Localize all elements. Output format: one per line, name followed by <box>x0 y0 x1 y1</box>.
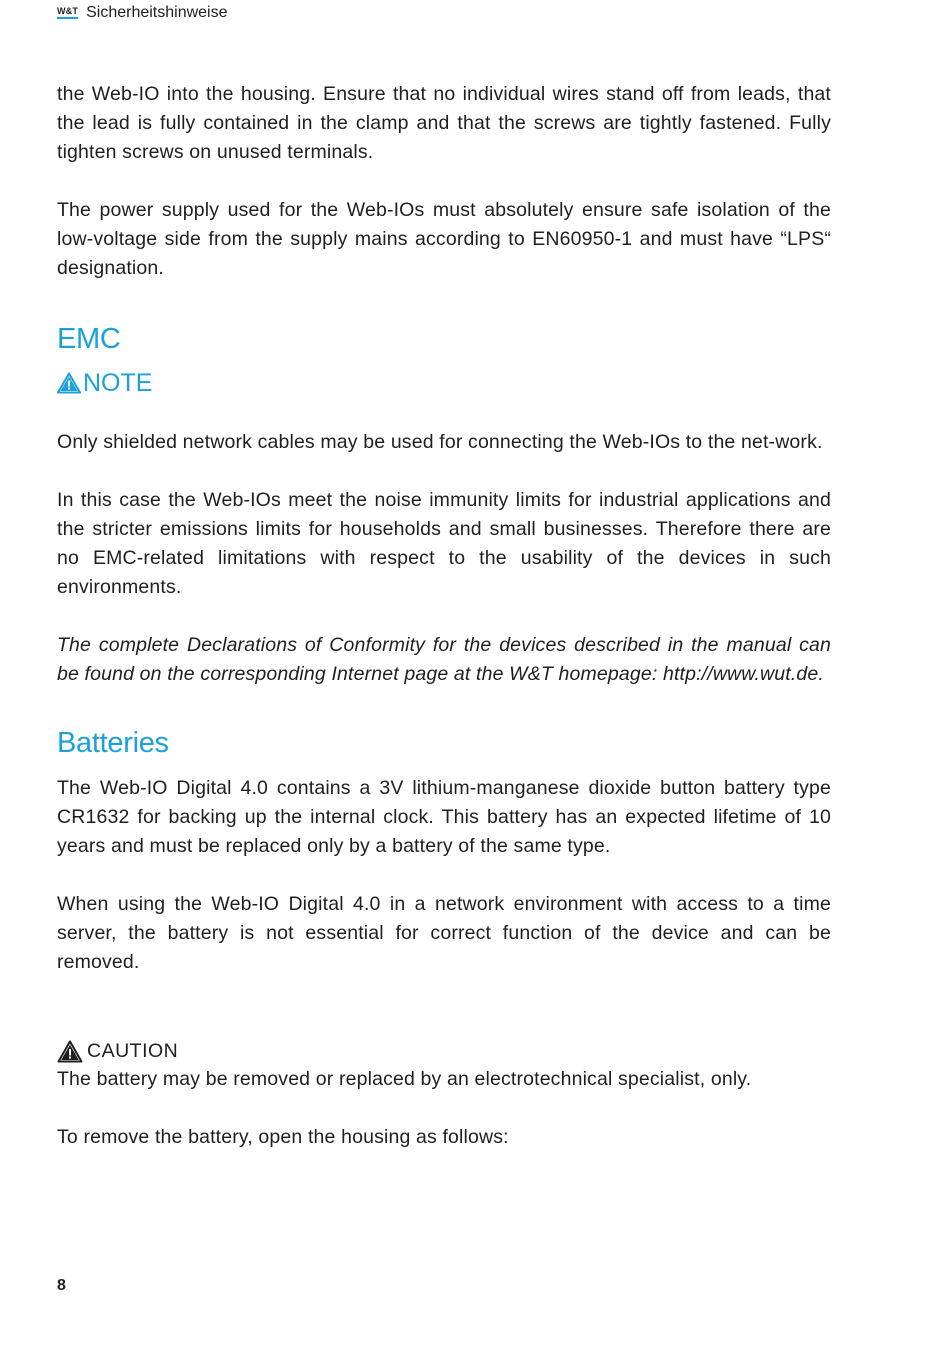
warning-triangle-icon <box>57 1040 83 1063</box>
paragraph-open-housing: To remove the battery, open the housing as follows: <box>57 1126 509 1148</box>
wt-logo: W&T <box>57 7 78 19</box>
document-body <box>57 80 831 1152</box>
page-header <box>57 4 228 22</box>
paragraph-wiring: the Web-IO into the housing. Ensure that no individual wires stand off from leads, that the lead is fully contained in the clamp and that the screws are tightly fastened. Fully tighten screws on unused terminals. <box>57 83 831 163</box>
paragraph-battery-type: The Web-IO Digital 4.0 contains a 3V lithium-manganese dioxide button battery type CR1632 for backing up the internal clock. This battery has an expected lifetime of 10 years and must be replaced only by a battery of the same type. <box>57 777 831 857</box>
page-number: 8 <box>57 1277 66 1294</box>
paragraph-noise-immunity: In this case the Web-IOs meet the noise immunity limits for industrial applications and the stricter emissions limits for households and small businesses. Therefore there are no EMC-related limitations with respect to the usability of the devices in such environments. <box>57 489 831 598</box>
header-section-title: Sicherheitshinweise <box>86 4 228 21</box>
caution-label: CAUTION <box>87 1040 179 1062</box>
note-label: NOTE <box>83 369 153 397</box>
emc-heading: EMC <box>57 323 121 355</box>
paragraph-power-supply: The power supply used for the Web-IOs must absolutely ensure safe isolation of the low-voltage side from the supply mains according to EN60950-1 and must have “LPS“ designation. <box>57 199 831 279</box>
paragraph-declarations: The complete Declarations of Conformity for the devices described in the manual can be found on the corresponding Internet page at the W&T homepage: http://www.wut.de. <box>57 634 831 685</box>
batteries-heading: Batteries <box>57 727 169 759</box>
paragraph-shielded-cables: Only shielded network cables may be used for connecting the Web-IOs to the net-work. <box>57 431 823 453</box>
paragraph-battery-removal: When using the Web-IO Digital 4.0 in a network environment with access to a time server, the battery is not essential for correct function of the device and can be removed. <box>57 893 831 973</box>
emc-note <box>57 368 831 398</box>
paragraph-specialist-only: The battery may be removed or replaced by an electrotechnical specialist, only. <box>57 1068 752 1090</box>
battery-caution <box>57 1038 831 1064</box>
warning-triangle-icon <box>57 372 81 394</box>
